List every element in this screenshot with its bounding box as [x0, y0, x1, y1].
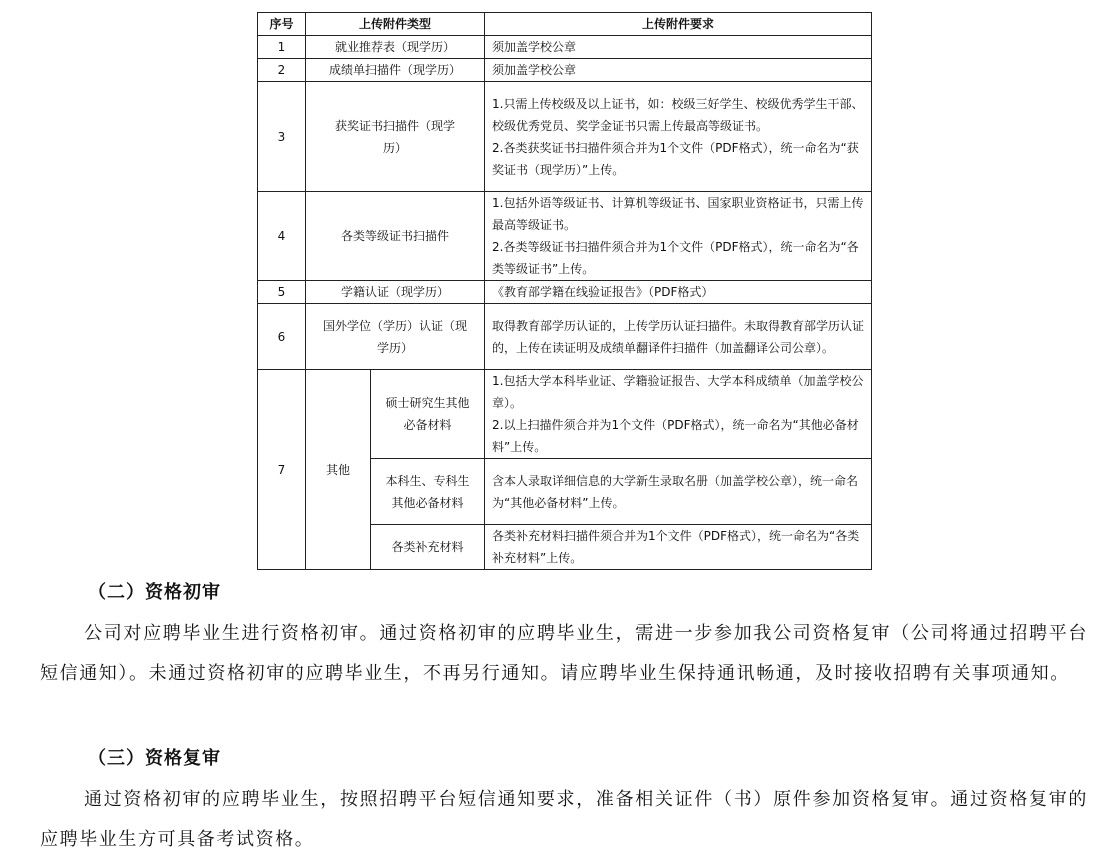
requirement-line: 《教育部学籍在线验证报告》（PDF格式）	[492, 285, 714, 299]
table-row	[258, 192, 872, 281]
section-paragraph-initial-review: 公司对应聘毕业生进行资格初审。通过资格初审的应聘毕业生，需进一步参加我公司资格复审（公司将通过招聘平台短信通知）。未通过资格初审的应聘毕业生，不再另行通知。请应聘毕业生保持通讯畅通，及时接收招聘有关事项通知。	[40, 623, 1088, 684]
requirement-line: 2.以上扫描件须合并为1个文件（PDF格式），统一命名为“其他必备材料”上传。	[492, 418, 859, 454]
requirement-line: 2.各类获奖证书扫描件须合并为1个文件（PDF格式），统一命名为“获奖证书（现学历）”上传。	[492, 140, 859, 177]
row-no: 2	[258, 59, 306, 82]
section-heading-second-review: （三）资格复审	[88, 748, 221, 769]
row-type: 就业推荐表（现学历）	[306, 36, 485, 59]
row-type: 国外学位（学历）认证（现学历）	[306, 304, 485, 370]
table-header-row	[258, 13, 872, 36]
row-requirement	[485, 59, 872, 82]
header-no: 序号	[258, 13, 306, 36]
row-type: 获奖证书扫描件（现学历）	[306, 82, 485, 192]
section-paragraph-second-review: 通过资格初审的应聘毕业生，按照招聘平台短信通知要求，准备相关证件（书）原件参加资格复审。通过资格复审的应聘毕业生方可具备考试资格。	[40, 789, 1088, 850]
requirement-line: 1.只需上传校级及以上证书，如：校级三好学生、校级优秀学生干部、校级优秀党员、奖学金证书只需上传最高等级证书。	[492, 96, 864, 133]
row-type: 学籍认证（现学历）	[306, 281, 485, 304]
section-heading-initial-review: （二）资格初审	[88, 582, 221, 603]
sub-type: 硕士研究生其他必备材料	[371, 370, 485, 459]
row-type: 成绩单扫描件（现学历）	[306, 59, 485, 82]
header-type: 上传附件类型	[306, 13, 485, 36]
table-row	[258, 370, 872, 459]
sub-requirement	[485, 459, 872, 525]
row-no: 6	[258, 304, 306, 370]
table-row	[258, 82, 872, 192]
sub-requirement	[485, 525, 872, 570]
row-requirement	[485, 304, 872, 370]
requirement-line: 含本人录取详细信息的大学新生录取名册（加盖学校公章），统一命名为“其他必备材料”上传。	[492, 473, 859, 510]
row-type: 各类等级证书扫描件	[306, 192, 485, 281]
sub-type: 本科生、专科生其他必备材料	[371, 459, 485, 525]
table-row	[258, 59, 872, 82]
table-row	[258, 36, 872, 59]
row-no: 1	[258, 36, 306, 59]
sub-type: 各类补充材料	[371, 525, 485, 570]
row-requirement	[485, 82, 872, 192]
row-requirement	[485, 281, 872, 304]
row-requirement	[485, 192, 872, 281]
requirement-line: 1.包括外语等级证书、计算机等级证书、国家职业资格证书，只需上传最高等级证书。	[492, 196, 864, 232]
requirement-line: 各类补充材料扫描件须合并为1个文件（PDF格式），统一命名为“各类补充材料”上传。	[492, 529, 860, 565]
row-no: 7	[258, 370, 306, 570]
requirement-line: 须加盖学校公章	[492, 40, 577, 54]
table-row	[258, 304, 872, 370]
row-type: 其他	[306, 370, 371, 570]
row-no: 3	[258, 82, 306, 192]
requirement-line: 1.包括大学本科毕业证、学籍验证报告、大学本科成绩单（加盖学校公章）。	[492, 374, 864, 410]
table-row	[258, 281, 872, 304]
attachment-requirements-table	[257, 12, 872, 570]
requirement-line: 须加盖学校公章	[492, 63, 577, 77]
requirement-line: 取得教育部学历认证的，上传学历认证扫描件。未取得教育部学历认证的，上传在读证明及成绩单翻译件扫描件（加盖翻译公司公章）。	[492, 318, 865, 355]
header-requirement: 上传附件要求	[485, 13, 872, 36]
row-no: 5	[258, 281, 306, 304]
row-requirement	[485, 36, 872, 59]
requirement-line: 2.各类等级证书扫描件须合并为1个文件（PDF格式），统一命名为“各类等级证书”上传。	[492, 240, 859, 276]
sub-requirement	[485, 370, 872, 459]
row-no: 4	[258, 192, 306, 281]
